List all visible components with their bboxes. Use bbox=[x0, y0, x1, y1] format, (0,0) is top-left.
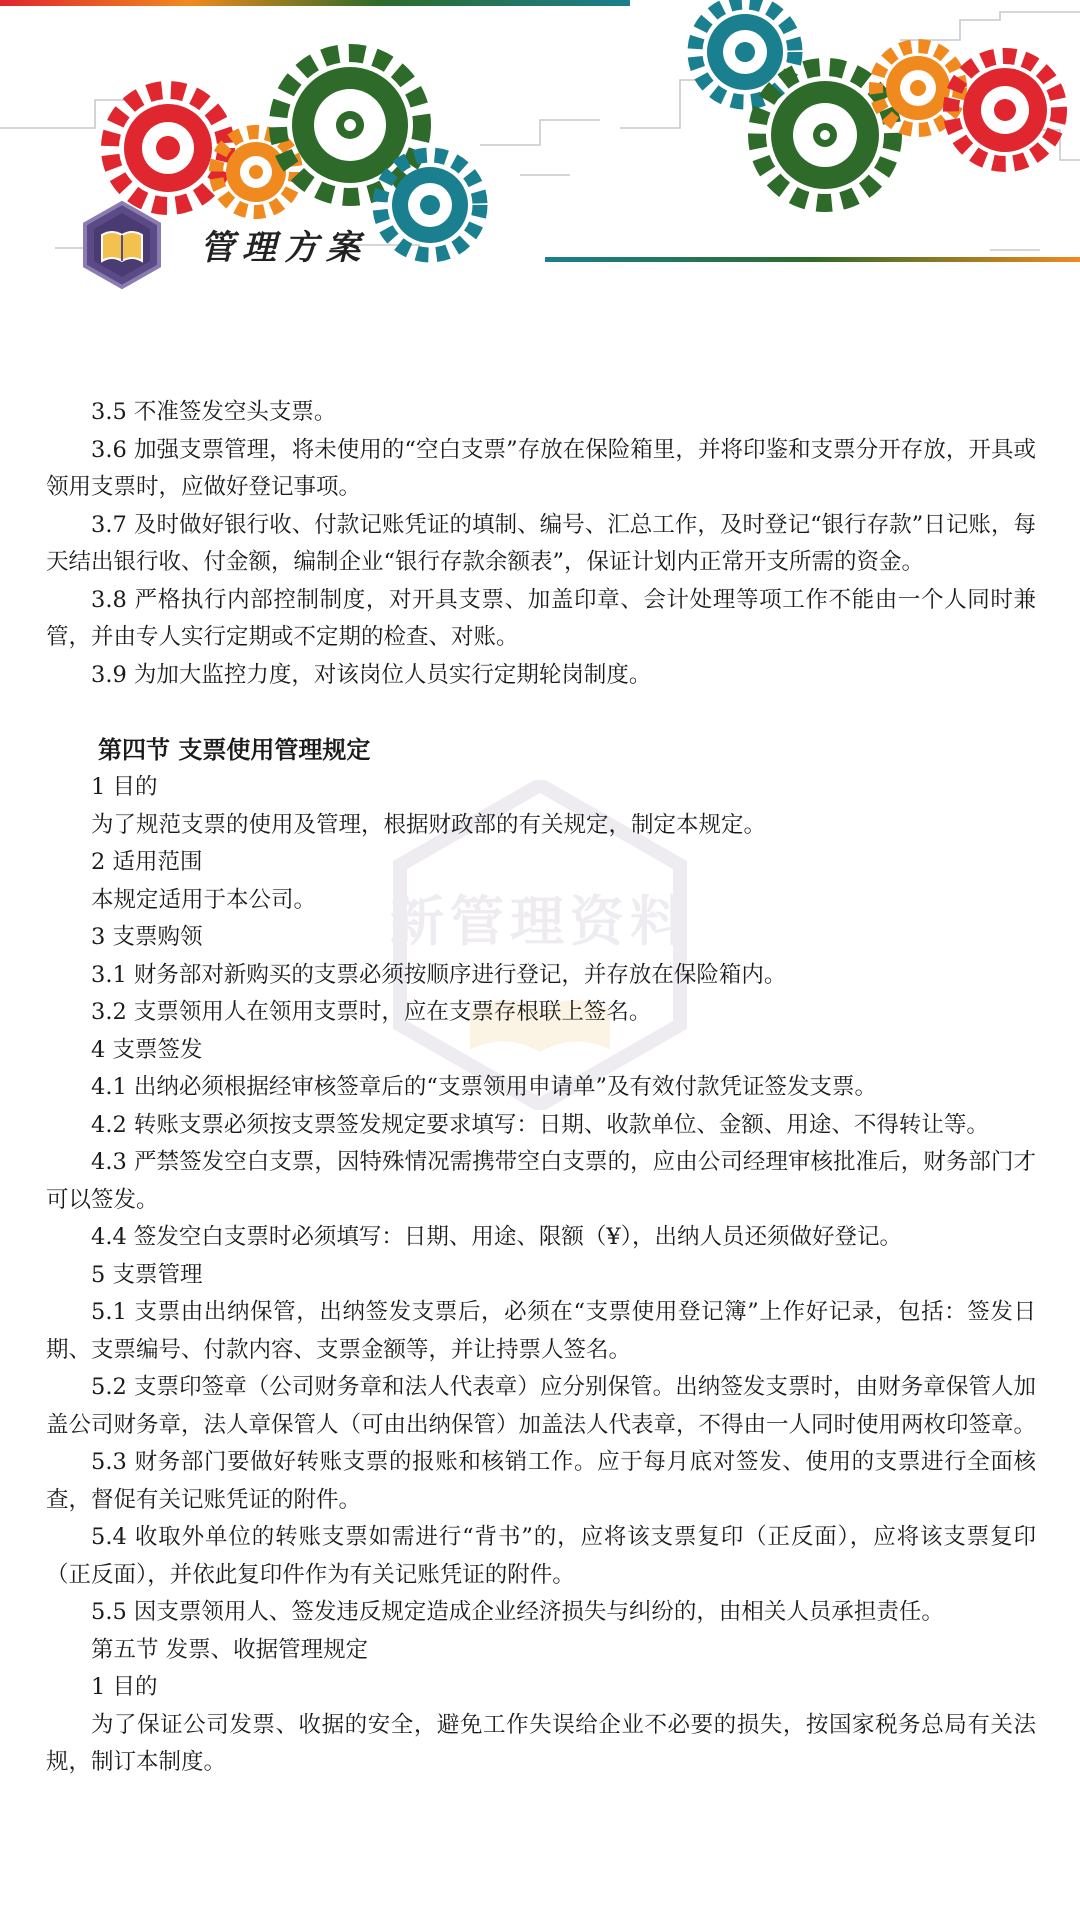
s5-1-heading: 1 目的 bbox=[91, 1674, 158, 1700]
s4-1-heading: 1 目的 bbox=[91, 774, 158, 800]
logo-label: 管理方案 bbox=[200, 228, 368, 268]
document-body bbox=[46, 394, 1036, 1782]
s4-5-2: 5.2 支票印签章（公司财务章和法人代表章）应分别保管。出纳签发支票时，由财务章保管人加盖公司财务章，法人章保管人（可由出纳保管）加盖法人代表章，不得由一人同时使用两枚印签章。 bbox=[46, 1374, 1037, 1438]
s4-4-4: 4.4 签发空白支票时必须填写：日期、用途、限额（¥），出纳人员还须做好登记。 bbox=[91, 1224, 903, 1250]
s4-4-heading: 4 支票签发 bbox=[91, 1036, 203, 1063]
s5-1-body: 为了保证公司发票、收据的安全，避免工作失误给企业不必要的损失，按国家税务总局有关法规，制订本制度。 bbox=[46, 1711, 1036, 1775]
s4-3-1: 3.1 财务部对新购买的支票必须按顺序进行登记，并存放在保险箱内。 bbox=[91, 961, 787, 988]
s4-5-heading: 5 支票管理 bbox=[91, 1261, 203, 1288]
gear-icon bbox=[951, 56, 1059, 164]
s4-2-heading: 2 适用范围 bbox=[91, 849, 203, 875]
section-4-title: 第四节 支票使用管理规定 bbox=[98, 736, 371, 764]
watermark-text: 新管理资料 bbox=[390, 890, 690, 953]
book-icon bbox=[85, 203, 159, 287]
gear-icon bbox=[695, 2, 795, 102]
gear-decoration bbox=[0, 0, 1080, 300]
s4-4-2: 4.2 转账支票必须按支票签发规定要求填写：日期、收款单位、金额、用途、不得转让等。 bbox=[91, 1111, 989, 1138]
s4-1-body: 为了规范支票的使用及管理，根据财政部的有关规定，制定本规定。 bbox=[91, 811, 767, 838]
paragraph-3-5: 3.5 不准签发空头支票。 bbox=[91, 399, 337, 425]
s4-4-3: 4.3 严禁签发空白支票，因特殊情况需携带空白支票的，应由公司经理审核批准后，财务部门才可以签发。 bbox=[46, 1149, 1036, 1213]
gear-icon bbox=[278, 53, 422, 197]
s4-5-3: 5.3 财务部门要做好转账支票的报账和核销工作。应于每月底对签发、使用的支票进行全面核查，督促有关记账凭证的附件。 bbox=[46, 1449, 1036, 1513]
header-banner bbox=[0, 0, 1080, 300]
s4-4-1: 4.1 出纳必须根据经审核签章后的“支票领用申请单”及有效付款凭证签发支票。 bbox=[91, 1074, 877, 1100]
s4-3-heading: 3 支票购领 bbox=[91, 924, 203, 950]
s4-3-2: 3.2 支票领用人在领用支票时，应在支票存根联上签名。 bbox=[91, 999, 652, 1025]
section-5-title: 第五节 发票、收据管理规定 bbox=[91, 1636, 369, 1663]
s4-5-5: 5.5 因支票领用人、签发违反规定造成企业经济损失与纠纷的，由相关人员承担责任。 bbox=[91, 1599, 944, 1625]
s4-5-1: 5.1 支票由出纳保管，出纳签发支票后，必须在“支票使用登记簿”上作好记录，包括：签发日期、支票编号、付款内容、支票金额等，并让持票人签名。 bbox=[46, 1299, 1036, 1363]
s4-5-4: 5.4 收取外单位的转账支票如需进行“背书”的，应将该支票复印（正反面），应将该支票复印（正反面），并依此复印件作为有关记账凭证的附件。 bbox=[46, 1524, 1036, 1588]
paragraph-3-8: 3.8 严格执行内部控制制度，对开具支票、加盖印章、会计处理等项工作不能由一个人同时兼管，并由专人实行定期或不定期的检查、对账。 bbox=[46, 586, 1036, 650]
paragraph-3-6: 3.6 加强支票管理，将未使用的“空白支票”存放在保险箱里，并将印鉴和支票分开存放，开具或领用支票时，应做好登记事项。 bbox=[46, 436, 1036, 500]
s4-2-body: 本规定适用于本公司。 bbox=[91, 886, 317, 913]
gear-icon bbox=[216, 132, 296, 212]
paragraph-3-9: 3.9 为加大监控力度，对该岗位人员实行定期轮岗制度。 bbox=[91, 661, 652, 688]
gear-icon bbox=[110, 90, 226, 206]
paragraph-3-7: 3.7 及时做好银行收、付款记账凭证的填制、编号、汇总工作，及时登记“银行存款”日记账，每天结出银行收、付金额，编制企业“银行存款余额表”，保证计划内正常开支所需的资金。 bbox=[46, 511, 1036, 575]
spacer bbox=[46, 694, 1036, 731]
